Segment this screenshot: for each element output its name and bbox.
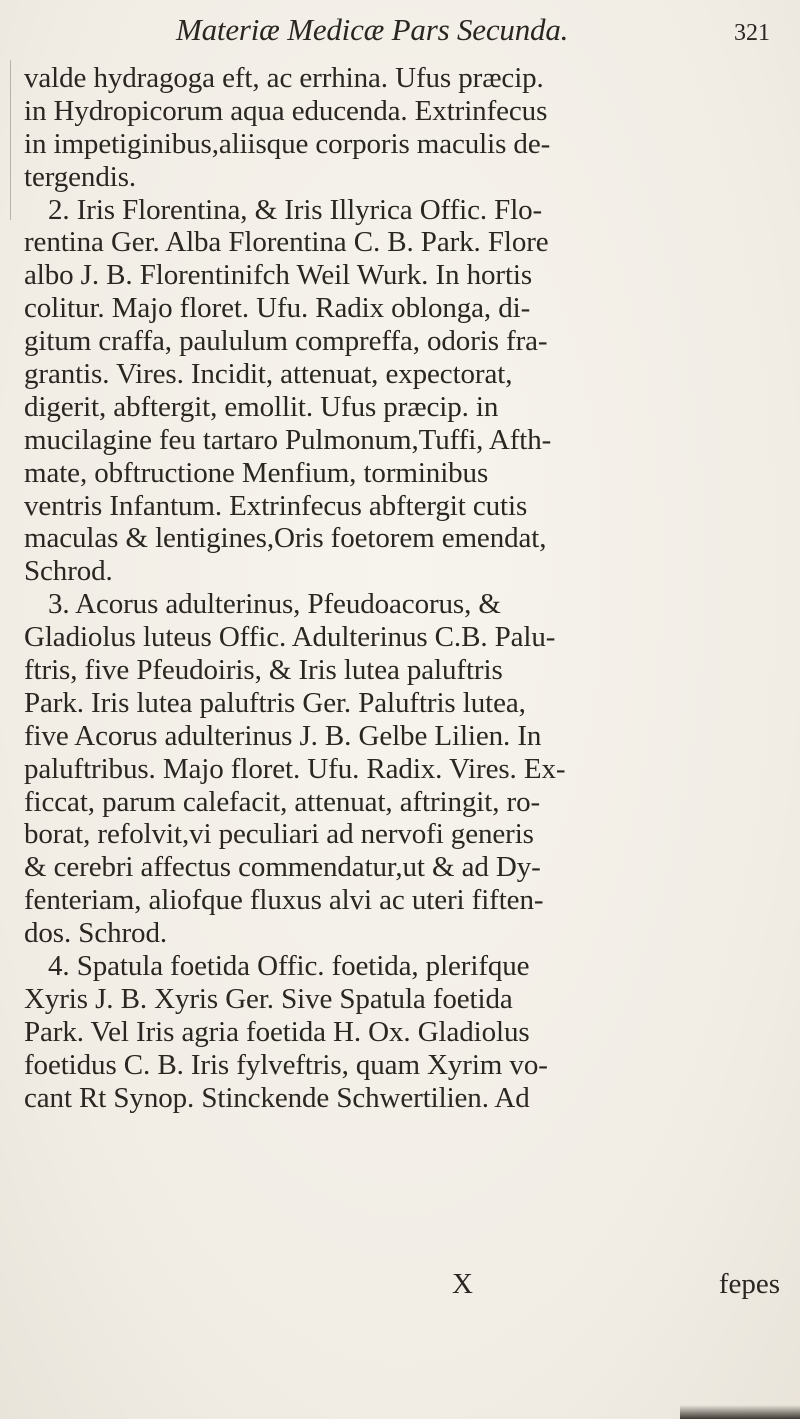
text-line: dos. Schrod.	[24, 917, 167, 950]
text-line: borat, refolvit,vi peculiari ad nervofi generis	[24, 818, 534, 851]
running-head: Materiæ Medicæ Pars Secunda.	[176, 12, 569, 47]
signature-mark: X	[452, 1268, 473, 1300]
text-line: Park. Iris lutea paluftris Ger. Paluftris lutea,	[24, 686, 526, 719]
text-line: five Acorus adulterinus J. B. Gelbe Lilien. In	[24, 719, 542, 752]
text-line: fenteriam, aliofque fluxus alvi ac uteri fiften-	[24, 884, 544, 917]
text-line: 3. Acorus adulterinus, Pfeudoacorus, &	[48, 588, 501, 621]
text-line: gitum craffa, paululum compreffa, odoris fra-	[24, 325, 548, 358]
text-line: ventris Infantum. Extrinfecus abftergit cutis	[24, 489, 528, 522]
body-text	[24, 62, 794, 1115]
text-line: albo J. B. Florentinifch Weil Wurk. In hortis	[24, 259, 533, 292]
text-line: valde hydragoga eft, ac errhina. Ufus præcip.	[24, 62, 544, 94]
text-line: maculas & lentigines,Oris foetorem emendat,	[24, 522, 547, 555]
text-line: 4. Spatula foetida Offic. foetida, plerifque	[48, 950, 530, 983]
text-line: 2. Iris Florentina, & Iris Illyrica Offic. Flo-	[48, 193, 543, 226]
text-line: in Hydropicorum aqua educenda. Extrinfecus	[24, 94, 548, 127]
text-line: colitur. Majo floret. Ufu. Radix oblonga, di-	[24, 292, 531, 325]
text-line: foetidus C. B. Iris fylveftris, quam Xyrim vo-	[24, 1048, 548, 1081]
text-line: ficcat, parum calefacit, attenuat, aftringit, ro-	[24, 785, 541, 818]
text-line: mucilagine feu tartaro Pulmonum,Tuffi, Afth-	[24, 423, 552, 456]
page-header	[40, 8, 770, 48]
text-line: Gladiolus luteus Offic. Adulterinus C.B. Palu-	[24, 621, 556, 654]
ink-smudge	[680, 1405, 800, 1419]
text-line: digerit, abftergit, emollit. Ufus præcip. in	[24, 390, 499, 423]
text-line: in impetiginibus,aliisque corporis maculis de-	[24, 127, 551, 160]
text-line: tergendis.	[24, 160, 137, 193]
text-line: Park. Vel Iris agria foetida H. Ox. Gladiolus	[24, 1015, 530, 1048]
text-line: ftris, five Pfeudoiris, & Iris lutea paluftris	[24, 654, 503, 687]
text-line: & cerebri affectus commendatur,ut & ad Dy-	[24, 851, 541, 884]
text-line: rentina Ger. Alba Florentina C. B. Park. Flore	[24, 226, 549, 259]
margin-rule	[10, 60, 11, 220]
catchword: fepes	[718, 1268, 780, 1300]
text-line: Xyris J. B. Xyris Ger. Sive Spatula foetida	[24, 982, 513, 1015]
text-line: cant Rt Synop. Stinckende Schwertilien. Ad	[24, 1081, 530, 1114]
page-footer	[24, 1268, 780, 1304]
text-line: grantis. Vires. Incidit, attenuat, expectorat,	[24, 358, 513, 391]
text-line: mate, obftructione Menfium, torminibus	[24, 456, 489, 489]
page-number: 321	[734, 20, 770, 46]
text-line: paluftribus. Majo floret. Ufu. Radix. Vires. Ex-	[24, 752, 566, 785]
text-line: Schrod.	[24, 555, 113, 588]
